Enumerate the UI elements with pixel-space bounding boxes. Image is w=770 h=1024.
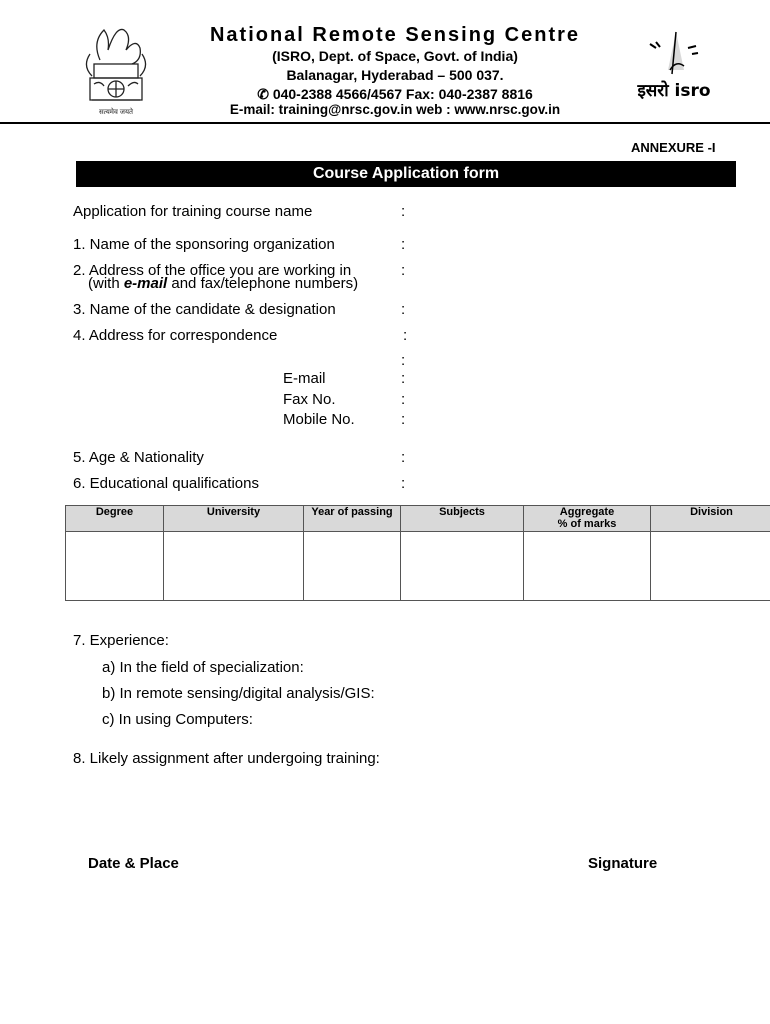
colon: : xyxy=(401,262,406,279)
phone-icon: ✆ xyxy=(257,86,273,102)
svg-text:इसरो isro: इसरो isro xyxy=(637,81,711,101)
candidate-name-label: 3. Name of the candidate & designation xyxy=(73,301,336,318)
colon: : xyxy=(401,370,406,387)
national-emblem-logo xyxy=(78,20,154,120)
age-nationality-label: 5. Age & Nationality xyxy=(73,449,204,466)
organization-affiliation: (ISRO, Dept. of Space, Govt. of India) xyxy=(272,48,518,64)
division-cell[interactable] xyxy=(651,532,770,601)
column-header-aggregate: Aggregate % of marks xyxy=(524,506,651,532)
column-header-year-of-passing: Year of passing xyxy=(304,506,401,532)
experience-remote-sensing-label: b) In remote sensing/digital analysis/GIS: xyxy=(102,685,375,702)
organization-phone-fax: ✆ 040-2388 4566/4567 Fax: 040-2387 8816 xyxy=(257,86,533,102)
course-name-label: Application for training course name xyxy=(73,203,313,220)
column-header-university: University xyxy=(164,506,304,532)
organization-address: Balanagar, Hyderabad – 500 037. xyxy=(286,67,504,83)
office-address-label: 2. Address of the office you are working in xyxy=(73,262,352,279)
likely-assignment-label: 8. Likely assignment after undergoing training: xyxy=(73,750,380,767)
column-header-division: Division xyxy=(651,506,770,532)
educational-qualifications-label: 6. Educational qualifications xyxy=(73,475,259,492)
date-place-label: Date & Place xyxy=(88,855,179,872)
colon: : xyxy=(401,236,406,253)
column-header-degree: Degree xyxy=(66,506,164,532)
colon: : xyxy=(401,475,406,492)
sponsoring-organization-label: 1. Name of the sponsoring organization xyxy=(73,236,335,253)
colon: : xyxy=(401,449,406,466)
year-of-passing-cell[interactable] xyxy=(304,532,401,601)
university-cell[interactable] xyxy=(164,532,304,601)
mobile-label: Mobile No. xyxy=(283,411,355,428)
svg-text:सत्यमेव जयते: सत्यमेव जयते xyxy=(98,109,134,116)
colon: : xyxy=(401,391,406,408)
experience-computers-label: c) In using Computers: xyxy=(102,711,253,728)
signature-label: Signature xyxy=(588,855,658,872)
degree-cell[interactable] xyxy=(66,532,164,601)
colon: : xyxy=(401,301,406,318)
table-header-row xyxy=(66,506,770,532)
colon: : xyxy=(401,203,406,220)
form-title: Course Application form xyxy=(76,161,736,187)
organization-contact-web: E-mail: training@nrsc.gov.in web : www.nrsc.gov.in xyxy=(229,102,561,117)
office-address-note: (with e-mail and fax/telephone numbers) xyxy=(88,275,359,292)
experience-heading: 7. Experience: xyxy=(73,632,169,649)
table-row xyxy=(66,532,770,601)
colon: : xyxy=(403,327,408,344)
annexure-label: ANNEXURE -I xyxy=(631,140,716,155)
subjects-cell[interactable] xyxy=(401,532,524,601)
colon: : xyxy=(401,352,406,369)
experience-specialization-label: a) In the field of specialization: xyxy=(102,659,304,676)
header-divider xyxy=(0,122,770,124)
aggregate-cell[interactable] xyxy=(524,532,651,601)
colon: : xyxy=(401,411,406,428)
fax-label: Fax No. xyxy=(283,391,336,408)
column-header-subjects: Subjects xyxy=(401,506,524,532)
organization-title: National Remote Sensing Centre xyxy=(209,24,581,46)
isro-logo xyxy=(626,30,722,102)
email-label: E-mail xyxy=(283,370,326,387)
qualifications-table xyxy=(65,505,770,601)
correspondence-address-label: 4. Address for correspondence xyxy=(73,327,278,344)
